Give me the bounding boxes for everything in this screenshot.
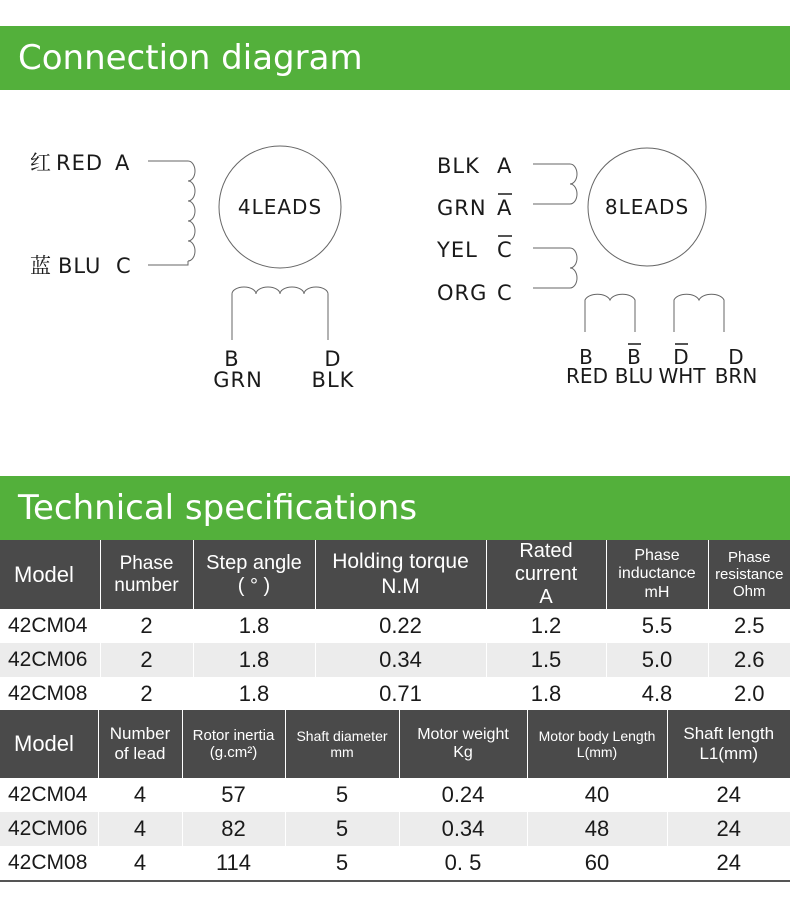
- cell-step: 1.8: [193, 677, 315, 711]
- cell-body-length: 40: [527, 778, 667, 812]
- coil-8-d: [674, 294, 724, 332]
- cell-resistance: 2.5: [708, 609, 790, 643]
- table-header-row: [0, 540, 790, 609]
- lead-blu-color: BLU: [58, 254, 102, 278]
- table-row: [0, 677, 790, 711]
- lead-grn-color-8: GRN: [437, 196, 487, 220]
- cell-body-length: 48: [527, 812, 667, 846]
- coil-8-b: [585, 294, 635, 332]
- lead-yel-phase-8: C: [497, 238, 513, 262]
- cell-model: 42CM04: [8, 614, 88, 637]
- table-row: [0, 643, 790, 677]
- col-model: Model: [0, 540, 100, 609]
- lead-org-phase-8: C: [497, 281, 513, 305]
- col-shaft-length: Shaft length L1(mm): [667, 710, 790, 778]
- table-bottom-rule: [0, 880, 790, 882]
- lead-d-phase: D: [324, 347, 342, 371]
- coil-8-c: [533, 248, 577, 288]
- lead-grn-phase-8: A: [497, 196, 513, 220]
- table-row: [0, 812, 790, 846]
- cell-step: 1.8: [193, 643, 315, 677]
- circle-label-4leads: 4LEADS: [237, 195, 323, 219]
- col-motor-body-length: Motor body Length L(mm): [527, 710, 667, 778]
- cell-phase: 2: [100, 643, 193, 677]
- cell-inductance: 5.5: [606, 609, 708, 643]
- section-title-specs: Technical specifications: [0, 476, 790, 540]
- cell-inertia: 114: [182, 846, 285, 880]
- cell-model: 42CM08: [8, 682, 88, 705]
- cell-model: 42CM06: [0, 643, 100, 677]
- col-rated-current: Rated current A: [486, 540, 606, 609]
- cell-torque: 0.34: [315, 643, 486, 677]
- cell-leads: 4: [98, 846, 182, 880]
- cell-shaft-length: 24: [667, 846, 790, 880]
- lead-8-dbar-phase: D: [673, 345, 689, 369]
- lead-blk-color: BLK: [311, 368, 355, 392]
- coil-8-a: [533, 164, 577, 204]
- lead-yel-color-8: YEL: [437, 238, 478, 262]
- connection-diagram: [0, 100, 790, 400]
- cell-phase: 2: [100, 677, 193, 711]
- col-holding-torque: Holding torque N.M: [315, 540, 486, 609]
- lead-8-b-phase: B: [579, 345, 593, 369]
- lead-grn-color: GRN: [213, 368, 263, 392]
- cell-current: 1.8: [486, 677, 606, 711]
- section-title-connection: Connection diagram: [0, 26, 790, 90]
- cell-step: 1.8: [193, 609, 315, 643]
- coil-4leads-bd: [232, 287, 328, 340]
- col-phase-number: Phase number: [100, 540, 193, 609]
- col-number-of-lead: Number of lead: [98, 710, 182, 778]
- col-phase-inductance: Phase inductance mH: [606, 540, 708, 609]
- cell-model: 42CM08: [8, 851, 88, 874]
- col-model: Model: [0, 710, 98, 778]
- col-motor-weight: Motor weight Kg: [399, 710, 527, 778]
- lead-red-cn: 红: [30, 151, 52, 175]
- cell-inertia: 57: [182, 778, 285, 812]
- lead-b-phase: B: [224, 347, 240, 371]
- cell-shaft: 5: [285, 846, 399, 880]
- lead-8-wht: WHT: [658, 364, 706, 388]
- cell-inertia: 82: [182, 812, 285, 846]
- diagram-8leads: [436, 148, 757, 388]
- cell-resistance: 2.0: [708, 677, 790, 711]
- col-shaft-diameter: Shaft diameter mm: [285, 710, 399, 778]
- cell-torque: 0.71: [315, 677, 486, 711]
- cell-leads: 4: [98, 812, 182, 846]
- lead-8-d-phase: D: [728, 345, 744, 369]
- col-step-angle: Step angle ( ° ): [193, 540, 315, 609]
- cell-phase: 2: [100, 609, 193, 643]
- cell-inductance: 4.8: [606, 677, 708, 711]
- lead-8-red: RED: [566, 364, 608, 388]
- lead-8-blu: BLU: [614, 364, 654, 388]
- cell-model: 42CM04: [8, 783, 88, 806]
- lead-8-bbar-phase: B: [627, 345, 641, 369]
- cell-shaft: 5: [285, 778, 399, 812]
- table-row: [0, 778, 790, 812]
- cell-current: 1.5: [486, 643, 606, 677]
- circle-label-8leads: 8LEADS: [604, 195, 690, 219]
- cell-inductance: 5.0: [606, 643, 708, 677]
- diagram-4leads: [30, 146, 355, 392]
- cell-shaft: 5: [285, 812, 399, 846]
- cell-weight: 0.34: [399, 812, 527, 846]
- lead-blk-color-8: BLK: [437, 154, 480, 178]
- lead-blu-cn: 蓝: [30, 254, 52, 278]
- lead-red-phase: A: [115, 151, 131, 175]
- lead-red-color: RED: [56, 151, 104, 175]
- cell-resistance: 2.6: [708, 643, 790, 677]
- lead-org-color-8: ORG: [437, 281, 488, 305]
- table-header-row: [0, 710, 790, 778]
- col-phase-resistance: Phase resistance Ohm: [708, 540, 790, 609]
- cell-leads: 4: [98, 778, 182, 812]
- coil-4leads-ac: [148, 161, 195, 265]
- col-rotor-inertia: Rotor inertia (g.cm²): [182, 710, 285, 778]
- lead-blu-phase: C: [116, 254, 132, 278]
- spec-table-mechanical: [0, 710, 790, 880]
- cell-model: 42CM06: [0, 812, 98, 846]
- cell-torque: 0.22: [315, 609, 486, 643]
- cell-weight: 0. 5: [399, 846, 527, 880]
- lead-8-brn: BRN: [714, 364, 758, 388]
- cell-shaft-length: 24: [667, 812, 790, 846]
- cell-shaft-length: 24: [667, 778, 790, 812]
- cell-weight: 0.24: [399, 778, 527, 812]
- cell-current: 1.2: [486, 609, 606, 643]
- table-row: [0, 609, 790, 643]
- table-row: [0, 846, 790, 880]
- cell-body-length: 60: [527, 846, 667, 880]
- spec-table-electrical: [0, 540, 790, 711]
- lead-blk-phase-8: A: [497, 154, 513, 178]
